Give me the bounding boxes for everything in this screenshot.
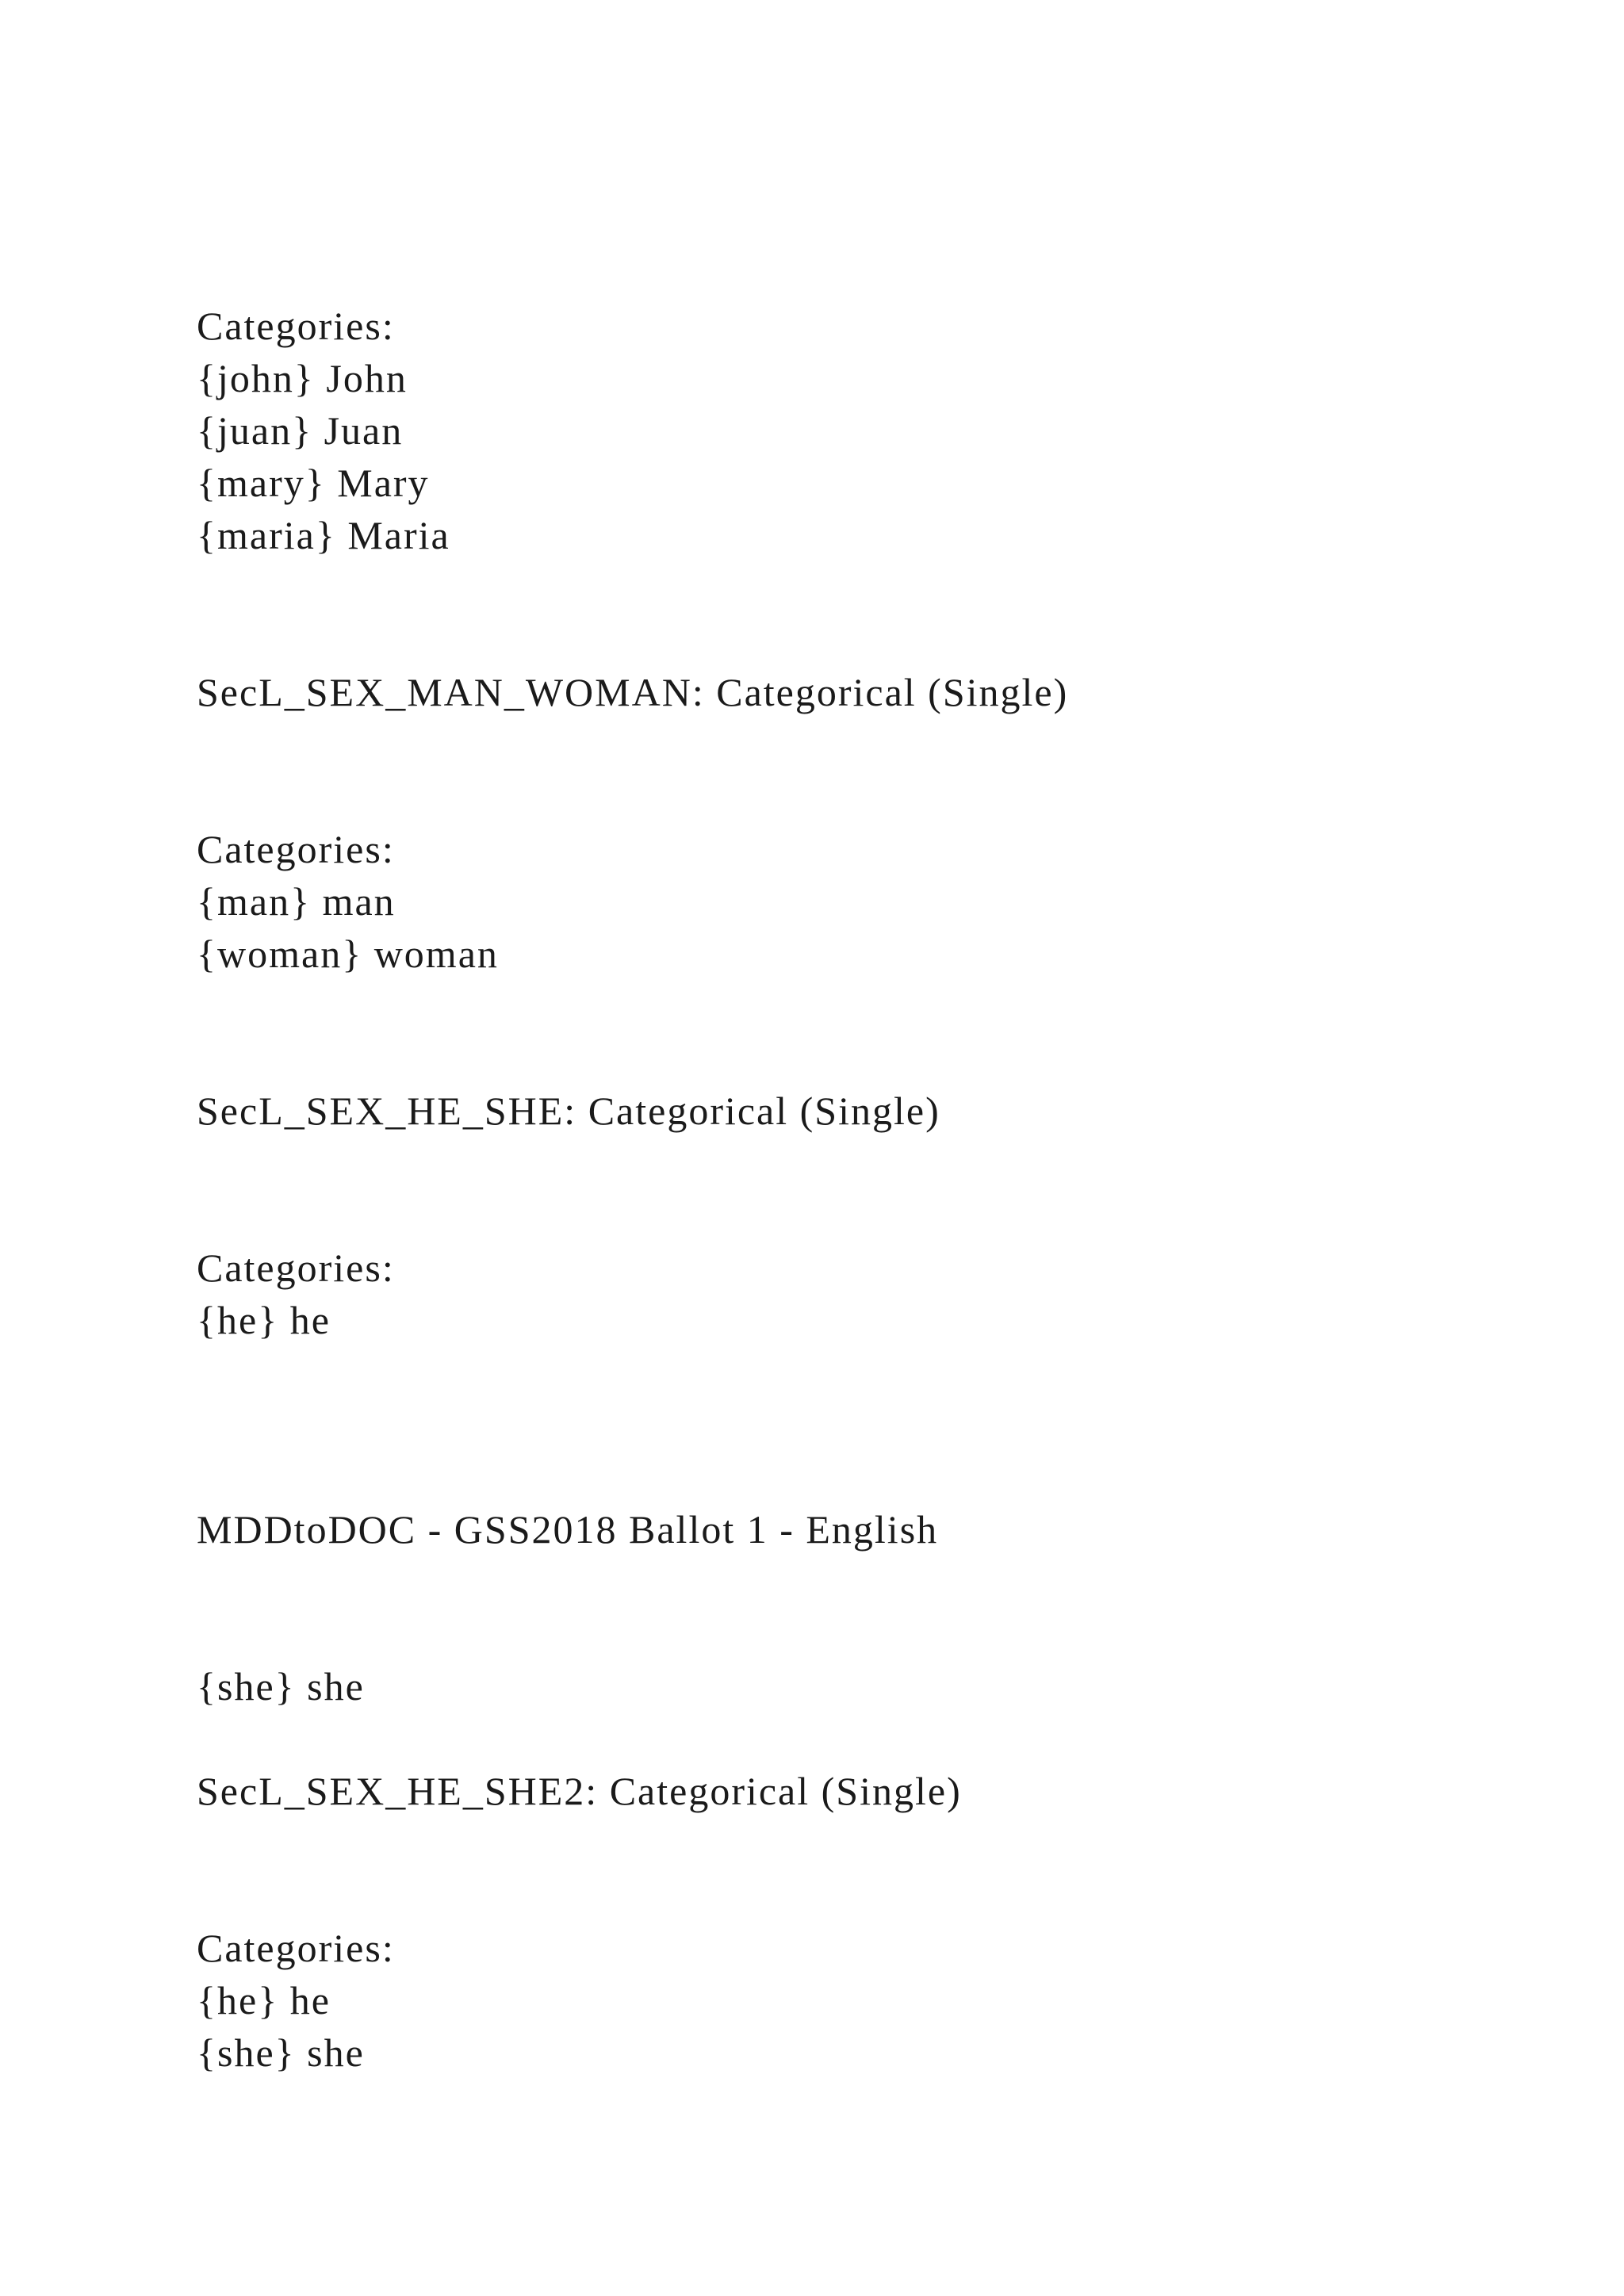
category-mary: {mary} Mary <box>197 461 430 505</box>
category-she: {she} she <box>197 1664 365 1709</box>
variable-heading-man-woman: SecL_SEX_MAN_WOMAN: Categorical (Single) <box>197 670 1069 714</box>
variable-heading-he-she: SecL_SEX_HE_SHE: Categorical (Single) <box>197 1089 940 1133</box>
categories-label-4: Categories: <box>197 1926 395 1970</box>
category-he-2: {he} he <box>197 1978 331 2022</box>
category-john: {john} John <box>197 356 408 400</box>
categories-label-3: Categories: <box>197 1246 395 1290</box>
category-man: {man} man <box>197 879 396 924</box>
categories-label-2: Categories: <box>197 827 395 871</box>
category-woman: {woman} woman <box>197 932 499 976</box>
category-juan: {juan} Juan <box>197 408 404 453</box>
categories-label-1: Categories: <box>197 304 395 348</box>
variable-heading-he-she2: SecL_SEX_HE_SHE2: Categorical (Single) <box>197 1769 962 1813</box>
page-footer: MDDtoDOC - GSS2018 Ballot 1 - English <box>197 1507 939 1552</box>
category-he: {he} he <box>197 1298 331 1342</box>
category-she-2: {she} she <box>197 2030 365 2075</box>
category-maria: {maria} Maria <box>197 513 450 557</box>
